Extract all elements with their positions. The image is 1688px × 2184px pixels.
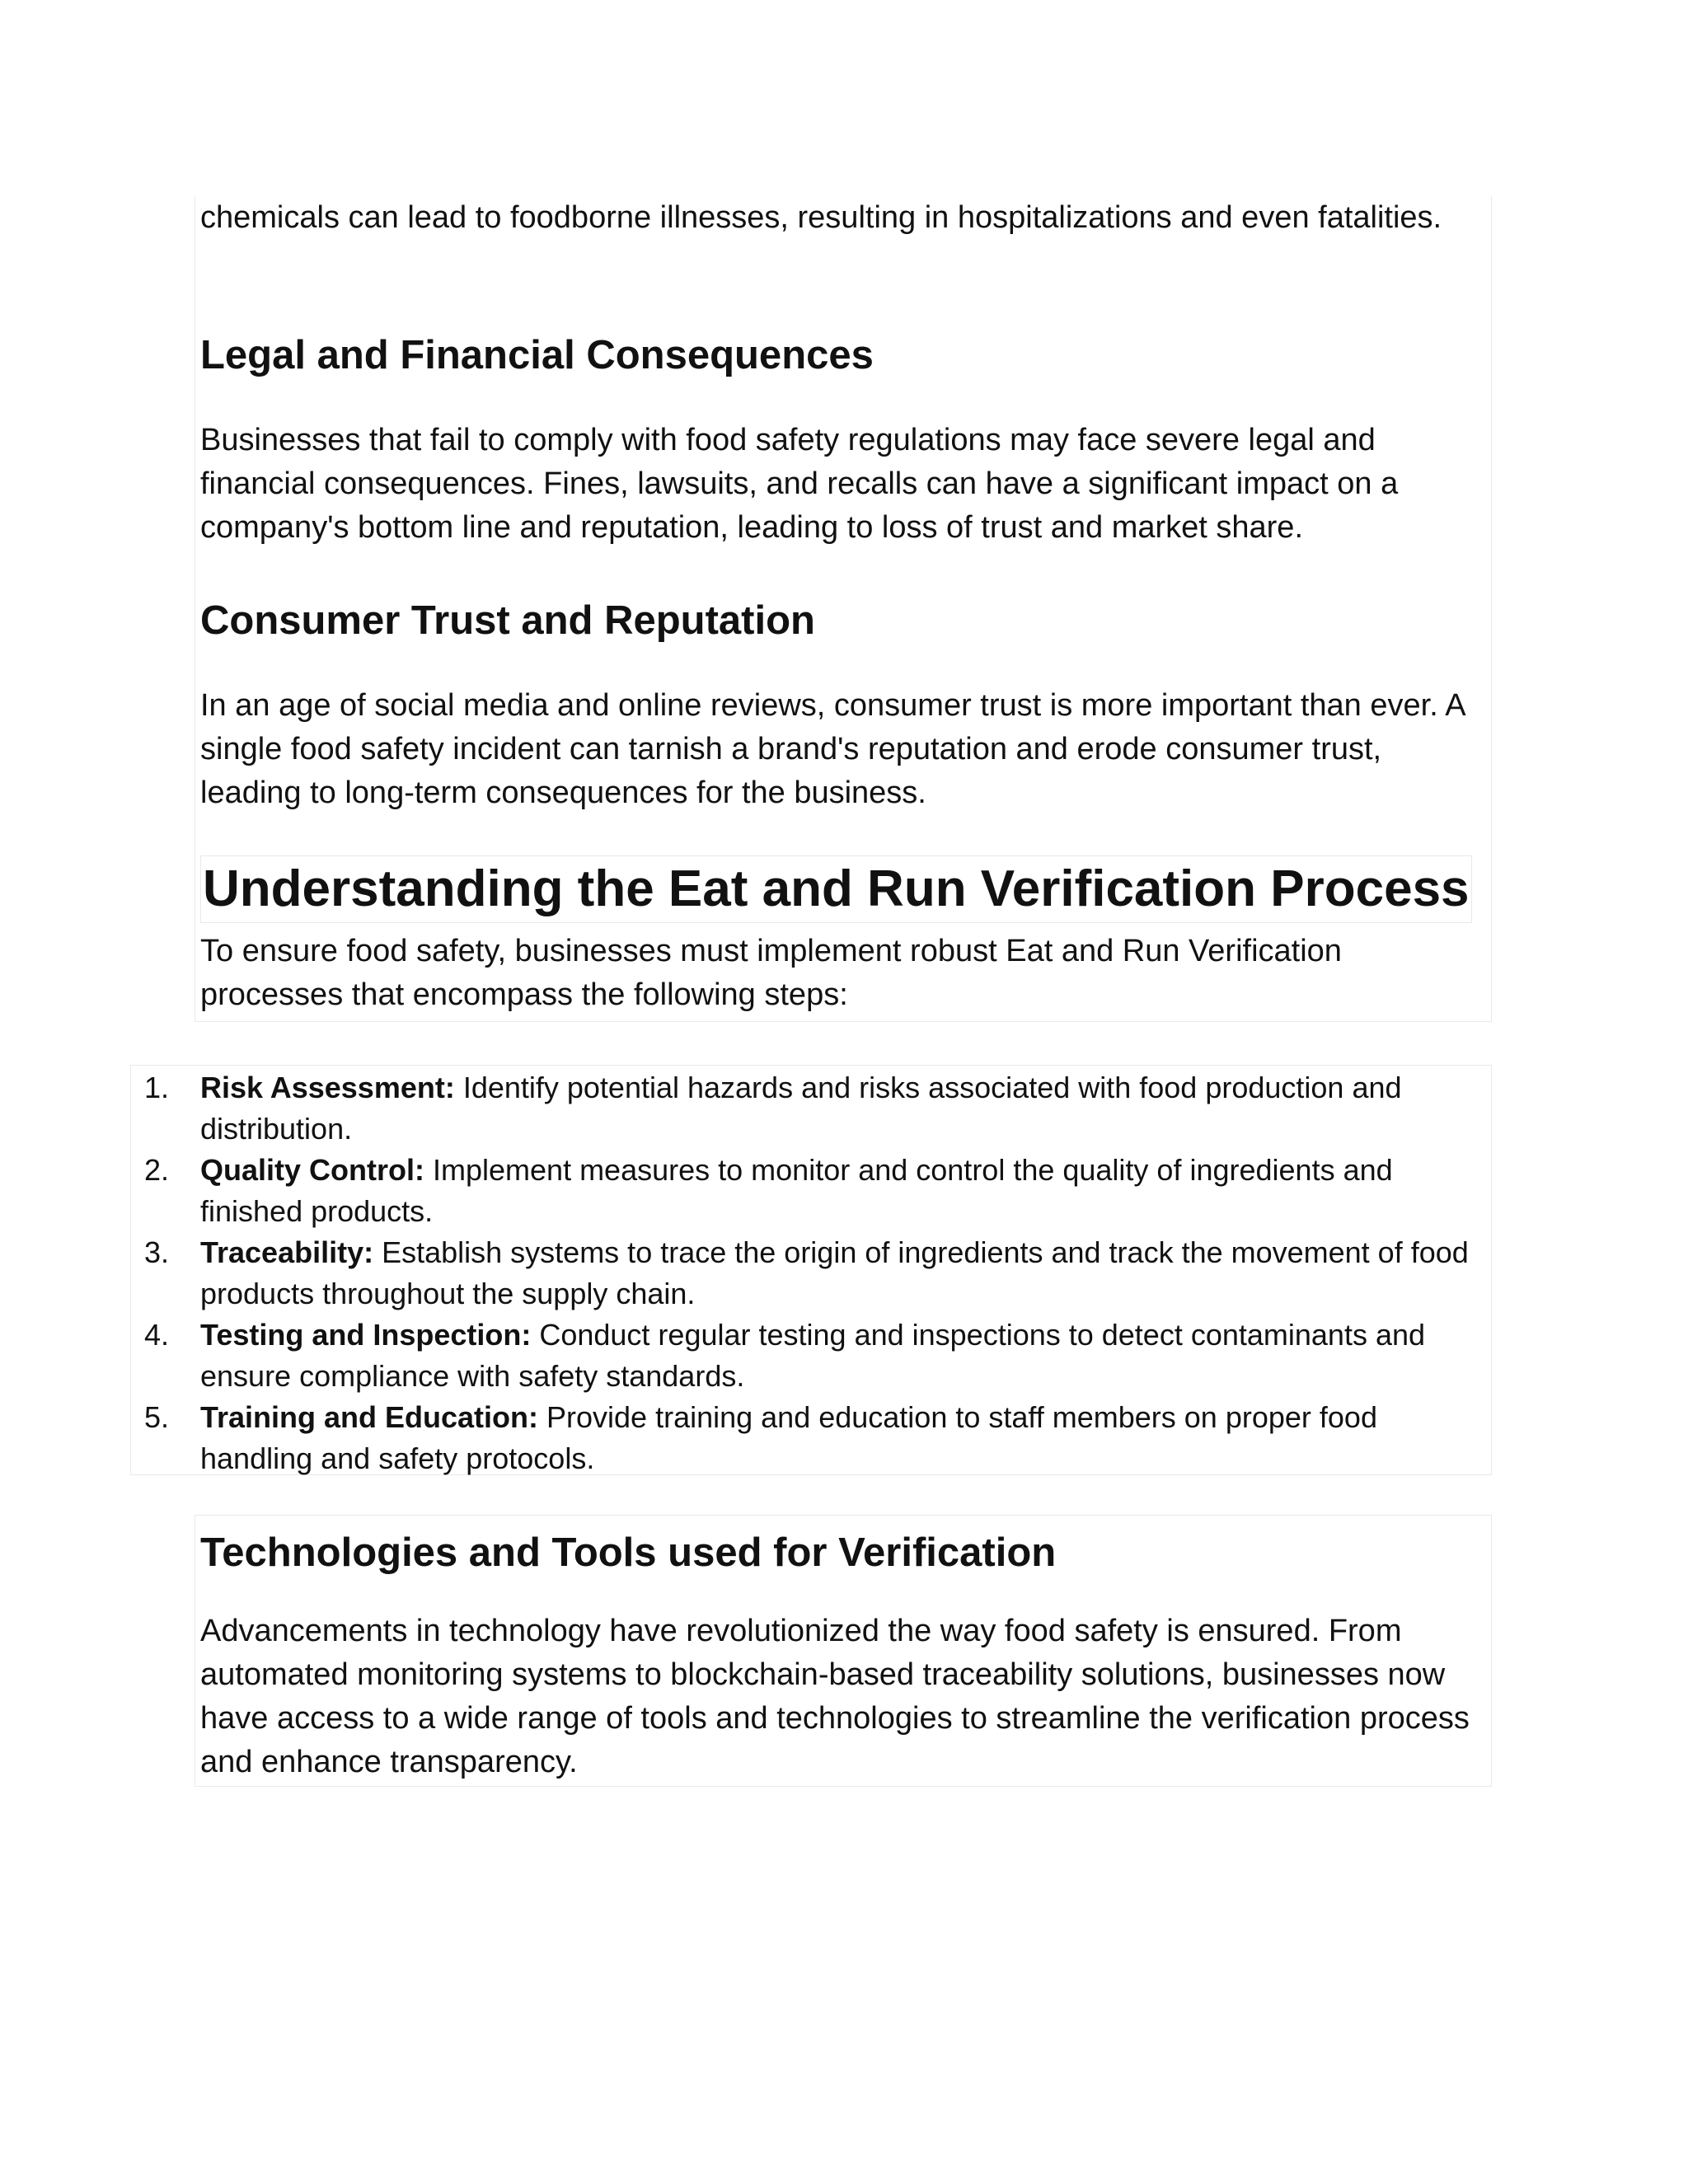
list-item: [143, 1232, 1486, 1315]
list-item: [143, 1397, 1486, 1479]
list-item-number: 5.: [143, 1400, 169, 1434]
list-item-number: 2.: [143, 1153, 169, 1187]
main-heading-wrapper: [200, 855, 1486, 923]
main-section-heading: Understanding the Eat and Run Verification Process: [200, 855, 1472, 923]
tech-section-paragraph: Advancements in technology have revolutionized the way food safety is ensured. From automated monitoring systems to blockchain-based traceability solutions, businesses now have access to a wide range of tools and technologies to streamline the verification process and enhance transparency.: [200, 1614, 1470, 1779]
list-item-text: Conduct regular testing and inspections to detect contaminants and ensure compliance with safety standards.: [200, 1318, 1426, 1393]
list-item-text: Provide training and education to staff members on proper food handling and safety protocols.: [200, 1400, 1377, 1475]
list-item-term: Traceability:: [200, 1235, 374, 1269]
list-item-term: Risk Assessment:: [200, 1071, 455, 1104]
list-item-text: Establish systems to trace the origin of ingredients and track the movement of food products throughout the supply chain.: [200, 1235, 1469, 1310]
section-heading-consumer-trust: Consumer Trust and Reputation: [200, 598, 815, 643]
intro-continuation-paragraph: chemicals can lead to foodborne illnesses, resulting in hospitalizations and even fatalities.: [200, 200, 1442, 235]
list-item-number: 1.: [143, 1071, 169, 1104]
section-paragraph-consumer-trust: In an age of social media and online reviews, consumer trust is more important than ever. A single food safety incident can tarnish a brand's reputation and erode consumer trust, leading to long-term consequences for the business.: [200, 688, 1465, 810]
main-section-intro: To ensure food safety, businesses must implement robust Eat and Run Verification processes that encompass the following steps:: [200, 934, 1342, 1012]
list-item-term: Training and Education:: [200, 1400, 539, 1434]
tech-section-heading: Technologies and Tools used for Verification: [200, 1530, 1057, 1575]
steps-list: [143, 1067, 1486, 1479]
list-item-text: Identify potential hazards and risks associated with food production and distribution.: [200, 1071, 1402, 1146]
tech-section-block: [195, 1515, 1492, 1787]
content-block-food-safety: [195, 196, 1492, 1022]
list-item: [143, 1315, 1486, 1397]
list-item-term: Testing and Inspection:: [200, 1318, 532, 1352]
section-paragraph-legal: Businesses that fail to comply with food safety regulations may face severe legal and financial consequences. Fines, lawsuits, and recalls can have a significant impact on a company's bottom line and reputation, leading to loss of trust and market share.: [200, 423, 1399, 545]
list-item-term: Quality Control:: [200, 1153, 424, 1187]
list-item-number: 4.: [143, 1318, 169, 1352]
list-item: [143, 1067, 1486, 1150]
section-heading-legal: Legal and Financial Consequences: [200, 333, 874, 377]
list-item-number: 3.: [143, 1235, 169, 1269]
list-item-text: Implement measures to monitor and control the quality of ingredients and finished products.: [200, 1153, 1393, 1228]
list-item: [143, 1150, 1486, 1232]
steps-list-block: [130, 1065, 1492, 1475]
